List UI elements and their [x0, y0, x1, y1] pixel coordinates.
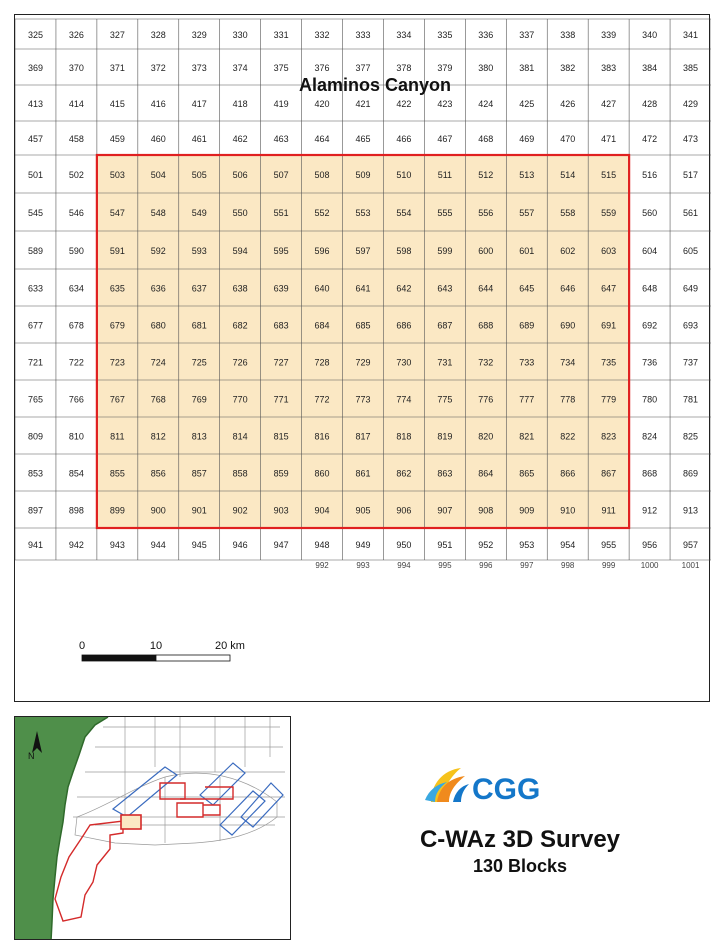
block-number: 822 — [560, 431, 576, 442]
block-number: 776 — [478, 394, 494, 405]
block-number: 897 — [27, 505, 43, 516]
block-number: 686 — [396, 320, 412, 331]
block-number: 377 — [355, 63, 371, 73]
north-label: N — [28, 751, 35, 761]
block-number: 771 — [273, 394, 289, 405]
block-number: 942 — [68, 540, 84, 550]
block-number: 547 — [109, 208, 125, 218]
block-number: 381 — [519, 63, 535, 73]
block-number: 384 — [642, 63, 658, 73]
block-number: 866 — [560, 468, 576, 479]
block-number: 955 — [601, 540, 617, 550]
block-number: 770 — [232, 394, 248, 405]
block-number: 340 — [642, 30, 658, 40]
block-number: 561 — [683, 208, 699, 218]
block-number: 460 — [150, 134, 166, 144]
block-number: 821 — [519, 431, 535, 442]
block-number: 418 — [232, 99, 248, 109]
block-number: 726 — [232, 357, 248, 368]
scale-tick-label: 0 — [78, 640, 86, 652]
block-number: 375 — [273, 63, 289, 73]
block-number: 952 — [478, 540, 494, 550]
block-grid-svg — [15, 15, 711, 703]
block-number: 772 — [314, 394, 330, 405]
block-number: 737 — [683, 357, 699, 368]
block-number: 721 — [27, 357, 43, 368]
block-number: 425 — [519, 99, 535, 109]
block-number: 549 — [191, 208, 207, 218]
block-number: 376 — [314, 63, 330, 73]
block-number: 954 — [560, 540, 576, 550]
block-number: 731 — [437, 357, 453, 368]
block-number: 951 — [437, 540, 453, 550]
block-number: 517 — [683, 170, 699, 180]
block-number: 470 — [560, 134, 576, 144]
block-number: 956 — [642, 540, 658, 550]
block-number: 869 — [683, 468, 699, 479]
block-number: 467 — [437, 134, 453, 144]
block-number: 811 — [110, 431, 125, 442]
block-number: 854 — [68, 468, 84, 479]
block-number: 682 — [232, 320, 248, 331]
block-number: 603 — [601, 246, 617, 256]
block-number: 555 — [437, 208, 453, 218]
block-number: 501 — [27, 170, 43, 180]
block-number: 812 — [150, 431, 166, 442]
block-number: 910 — [560, 505, 576, 516]
scale-tick-label: 20 km — [215, 640, 245, 652]
block-number: 633 — [27, 283, 43, 294]
block-number: 512 — [478, 170, 494, 180]
block-number: 853 — [27, 468, 43, 479]
block-number: 423 — [437, 99, 453, 109]
survey-subtitle: 130 Blocks — [472, 856, 568, 876]
block-number: 602 — [560, 246, 576, 256]
block-number: 559 — [601, 208, 617, 218]
block-number: 681 — [191, 320, 207, 331]
block-number: 328 — [150, 30, 166, 40]
block-map — [14, 14, 710, 702]
block-number: 913 — [683, 505, 699, 516]
block-number: 419 — [273, 99, 289, 109]
block-number: 683 — [273, 320, 289, 331]
block-number: 334 — [396, 30, 412, 40]
block-number: 514 — [560, 170, 576, 180]
block-number: 552 — [314, 208, 330, 218]
block-number: 684 — [314, 320, 330, 331]
block-number: 777 — [519, 394, 535, 405]
block-number: 765 — [27, 394, 43, 405]
block-number: 546 — [68, 208, 84, 218]
block-number: 736 — [642, 357, 658, 368]
block-number: 508 — [314, 170, 330, 180]
block-number: 332 — [314, 30, 330, 40]
block-number-partial: 994 — [397, 561, 411, 570]
block-number: 373 — [191, 63, 207, 73]
block-number: 911 — [601, 505, 616, 516]
block-number: 767 — [109, 394, 125, 405]
block-number-partial: 999 — [601, 561, 616, 570]
block-number: 857 — [191, 468, 207, 479]
block-number: 860 — [314, 468, 330, 479]
block-number: 810 — [68, 431, 84, 442]
block-number: 909 — [519, 505, 535, 516]
block-number: 781 — [683, 394, 699, 405]
block-number: 638 — [232, 283, 248, 294]
block-number: 773 — [355, 394, 371, 405]
block-number: 953 — [519, 540, 535, 550]
block-number: 371 — [109, 63, 125, 73]
block-number: 507 — [273, 170, 289, 180]
block-number: 325 — [27, 30, 43, 40]
location-inset-map — [14, 716, 291, 940]
block-number: 899 — [109, 505, 125, 516]
cgg-logo-text: CGG — [472, 773, 541, 806]
block-number: 727 — [273, 357, 289, 368]
block-number: 778 — [560, 394, 576, 405]
block-number-partial: 995 — [438, 561, 452, 570]
block-number: 511 — [437, 170, 453, 180]
block-number: 457 — [27, 134, 43, 144]
block-number: 417 — [191, 99, 207, 109]
block-number: 590 — [68, 246, 84, 256]
block-number: 824 — [642, 431, 658, 442]
block-number: 949 — [355, 540, 371, 550]
block-number: 557 — [519, 208, 535, 218]
block-number: 687 — [437, 320, 453, 331]
block-number: 641 — [355, 283, 371, 294]
block-number: 592 — [150, 246, 166, 256]
block-number: 723 — [109, 357, 125, 368]
inset-svg — [15, 717, 291, 940]
block-number: 689 — [519, 320, 535, 331]
block-number: 864 — [478, 468, 494, 479]
block-number: 465 — [355, 134, 371, 144]
block-number: 825 — [683, 431, 699, 442]
block-number: 545 — [27, 208, 43, 218]
block-number: 859 — [273, 468, 289, 479]
block-number: 903 — [273, 505, 289, 516]
block-number: 941 — [27, 540, 43, 550]
block-number: 516 — [642, 170, 658, 180]
block-number: 685 — [355, 320, 371, 331]
block-number: 646 — [560, 283, 576, 294]
area-name-label: Alaminos Canyon — [298, 75, 452, 95]
block-number: 904 — [314, 505, 330, 516]
block-number: 505 — [191, 170, 207, 180]
block-number: 374 — [232, 63, 248, 73]
block-number: 814 — [232, 431, 248, 442]
block-number: 823 — [601, 431, 617, 442]
block-number: 428 — [642, 99, 658, 109]
block-number: 506 — [232, 170, 248, 180]
block-number: 548 — [150, 208, 166, 218]
block-number: 945 — [191, 540, 207, 550]
block-number: 330 — [232, 30, 248, 40]
block-number: 908 — [478, 505, 494, 516]
block-number: 817 — [355, 431, 371, 442]
block-number: 369 — [27, 63, 43, 73]
block-number: 766 — [68, 394, 84, 405]
block-number: 640 — [314, 283, 330, 294]
block-number: 427 — [601, 99, 617, 109]
block-number: 943 — [109, 540, 125, 550]
block-number: 378 — [396, 63, 412, 73]
block-number: 553 — [355, 208, 371, 218]
block-number: 733 — [519, 357, 535, 368]
block-number: 556 — [478, 208, 494, 218]
block-number: 414 — [68, 99, 84, 109]
block-number-partial: 1000 — [640, 561, 659, 570]
block-number: 692 — [642, 320, 658, 331]
block-number: 336 — [478, 30, 494, 40]
block-number: 902 — [232, 505, 248, 516]
block-number: 333 — [355, 30, 371, 40]
block-number: 912 — [642, 505, 658, 516]
block-number: 339 — [601, 30, 617, 40]
block-number: 957 — [683, 540, 699, 550]
block-number: 468 — [478, 134, 494, 144]
block-number: 464 — [314, 134, 330, 144]
block-number: 780 — [642, 394, 658, 405]
block-number: 905 — [355, 505, 371, 516]
block-number: 865 — [519, 468, 535, 479]
block-number: 645 — [519, 283, 535, 294]
block-number-partial: 993 — [356, 561, 370, 570]
block-number: 856 — [150, 468, 166, 479]
block-number: 813 — [191, 431, 207, 442]
block-number: 605 — [683, 246, 699, 256]
block-number: 471 — [601, 134, 617, 144]
block-number: 637 — [191, 283, 207, 294]
block-number: 906 — [396, 505, 412, 516]
block-number: 950 — [396, 540, 412, 550]
block-number: 722 — [68, 357, 84, 368]
block-number: 861 — [355, 468, 371, 479]
block-number: 819 — [437, 431, 453, 442]
block-number: 907 — [437, 505, 453, 516]
block-number: 380 — [478, 63, 494, 73]
block-number: 429 — [683, 99, 699, 109]
block-number: 424 — [478, 99, 494, 109]
scale-segment-dark — [82, 655, 156, 661]
block-number: 589 — [27, 246, 43, 256]
block-number: 635 — [109, 283, 125, 294]
block-number: 338 — [560, 30, 576, 40]
block-number: 816 — [314, 431, 330, 442]
block-number: 595 — [273, 246, 289, 256]
block-number: 385 — [683, 63, 699, 73]
block-number: 379 — [437, 63, 453, 73]
block-number: 732 — [478, 357, 494, 368]
block-number: 558 — [560, 208, 576, 218]
block-number: 331 — [273, 30, 289, 40]
block-number: 725 — [191, 357, 207, 368]
block-number: 809 — [27, 431, 43, 442]
block-number: 868 — [642, 468, 658, 479]
block-number: 693 — [683, 320, 699, 331]
block-number: 462 — [232, 134, 248, 144]
block-number: 774 — [396, 394, 412, 405]
block-number-partial: 1001 — [681, 561, 700, 570]
block-number: 415 — [109, 99, 125, 109]
block-number: 513 — [519, 170, 535, 180]
block-number-partial: 992 — [315, 561, 329, 570]
block-number: 509 — [355, 170, 371, 180]
block-number: 459 — [109, 134, 125, 144]
block-number: 734 — [560, 357, 576, 368]
block-number: 329 — [191, 30, 207, 40]
block-number: 469 — [519, 134, 535, 144]
block-number: 503 — [109, 170, 125, 180]
block-number: 775 — [437, 394, 453, 405]
block-number: 420 — [314, 99, 330, 109]
block-number: 383 — [601, 63, 617, 73]
block-number: 466 — [396, 134, 412, 144]
block-number: 600 — [478, 246, 494, 256]
block-number: 473 — [683, 134, 699, 144]
block-number: 647 — [601, 283, 617, 294]
block-number: 597 — [355, 246, 371, 256]
block-number: 867 — [601, 468, 617, 479]
block-number: 372 — [150, 63, 166, 73]
block-number: 730 — [396, 357, 412, 368]
block-number: 648 — [642, 283, 658, 294]
block-number: 510 — [396, 170, 412, 180]
block-number: 604 — [642, 246, 658, 256]
block-number: 636 — [150, 283, 166, 294]
block-number: 643 — [437, 283, 453, 294]
block-number: 594 — [232, 246, 248, 256]
block-number: 677 — [27, 320, 43, 331]
block-number: 818 — [396, 431, 412, 442]
block-number-partial: 996 — [479, 561, 493, 570]
block-number: 898 — [68, 505, 84, 516]
block-number: 900 — [150, 505, 166, 516]
block-number: 769 — [191, 394, 207, 405]
block-number: 335 — [437, 30, 453, 40]
block-number: 642 — [396, 283, 412, 294]
block-number: 550 — [232, 208, 248, 218]
block-number: 341 — [683, 30, 699, 40]
block-number: 327 — [109, 30, 125, 40]
block-number: 901 — [191, 505, 207, 516]
block-number: 680 — [150, 320, 166, 331]
block-number: 863 — [437, 468, 453, 479]
block-number: 729 — [355, 357, 371, 368]
block-number: 944 — [150, 540, 166, 550]
block-number: 554 — [396, 208, 412, 218]
block-number: 678 — [68, 320, 84, 331]
block-number: 862 — [396, 468, 412, 479]
block-number: 416 — [150, 99, 166, 109]
block-number: 591 — [109, 246, 125, 256]
block-number: 326 — [68, 30, 84, 40]
block-number: 946 — [232, 540, 248, 550]
block-number: 634 — [68, 283, 84, 294]
block-number: 820 — [478, 431, 494, 442]
cgg-logo-icon — [425, 762, 471, 806]
block-number: 382 — [560, 63, 576, 73]
block-number: 560 — [642, 208, 658, 218]
block-number: 735 — [601, 357, 617, 368]
block-number: 422 — [396, 99, 412, 109]
block-number: 458 — [68, 134, 84, 144]
block-number: 413 — [27, 99, 43, 109]
block-number: 948 — [314, 540, 330, 550]
block-number: 768 — [150, 394, 166, 405]
block-number: 515 — [601, 170, 617, 180]
block-number: 679 — [109, 320, 125, 331]
block-number: 599 — [437, 246, 453, 256]
block-number: 463 — [273, 134, 289, 144]
c-waz-survey-location — [121, 815, 141, 829]
block-number: 855 — [109, 468, 125, 479]
block-number: 649 — [683, 283, 699, 294]
block-number-partial: 998 — [561, 561, 575, 570]
block-number: 596 — [314, 246, 330, 256]
block-number: 724 — [150, 357, 166, 368]
block-number: 370 — [68, 63, 84, 73]
block-number: 691 — [601, 320, 617, 331]
block-number: 504 — [150, 170, 166, 180]
scale-tick-label: 10 — [149, 640, 163, 652]
block-number: 815 — [273, 431, 289, 442]
block-number: 461 — [191, 134, 207, 144]
block-number: 472 — [642, 134, 658, 144]
block-number: 644 — [478, 283, 494, 294]
block-number: 337 — [519, 30, 535, 40]
block-number: 858 — [232, 468, 248, 479]
block-number: 551 — [273, 208, 289, 218]
block-number: 601 — [519, 246, 535, 256]
scale-bar — [79, 640, 245, 661]
block-number: 690 — [560, 320, 576, 331]
block-number-partial: 997 — [520, 561, 534, 570]
block-number: 639 — [273, 283, 289, 294]
block-number: 779 — [601, 394, 617, 405]
block-number: 598 — [396, 246, 412, 256]
block-number: 502 — [68, 170, 84, 180]
block-number: 947 — [273, 540, 289, 550]
scale-segment-light — [156, 655, 230, 661]
block-number: 688 — [478, 320, 494, 331]
block-number: 426 — [560, 99, 576, 109]
block-number: 421 — [355, 99, 371, 109]
block-number: 593 — [191, 246, 207, 256]
brand-panel — [400, 760, 670, 900]
block-number: 728 — [314, 357, 330, 368]
survey-title: C-WAz 3D Survey — [419, 826, 621, 853]
